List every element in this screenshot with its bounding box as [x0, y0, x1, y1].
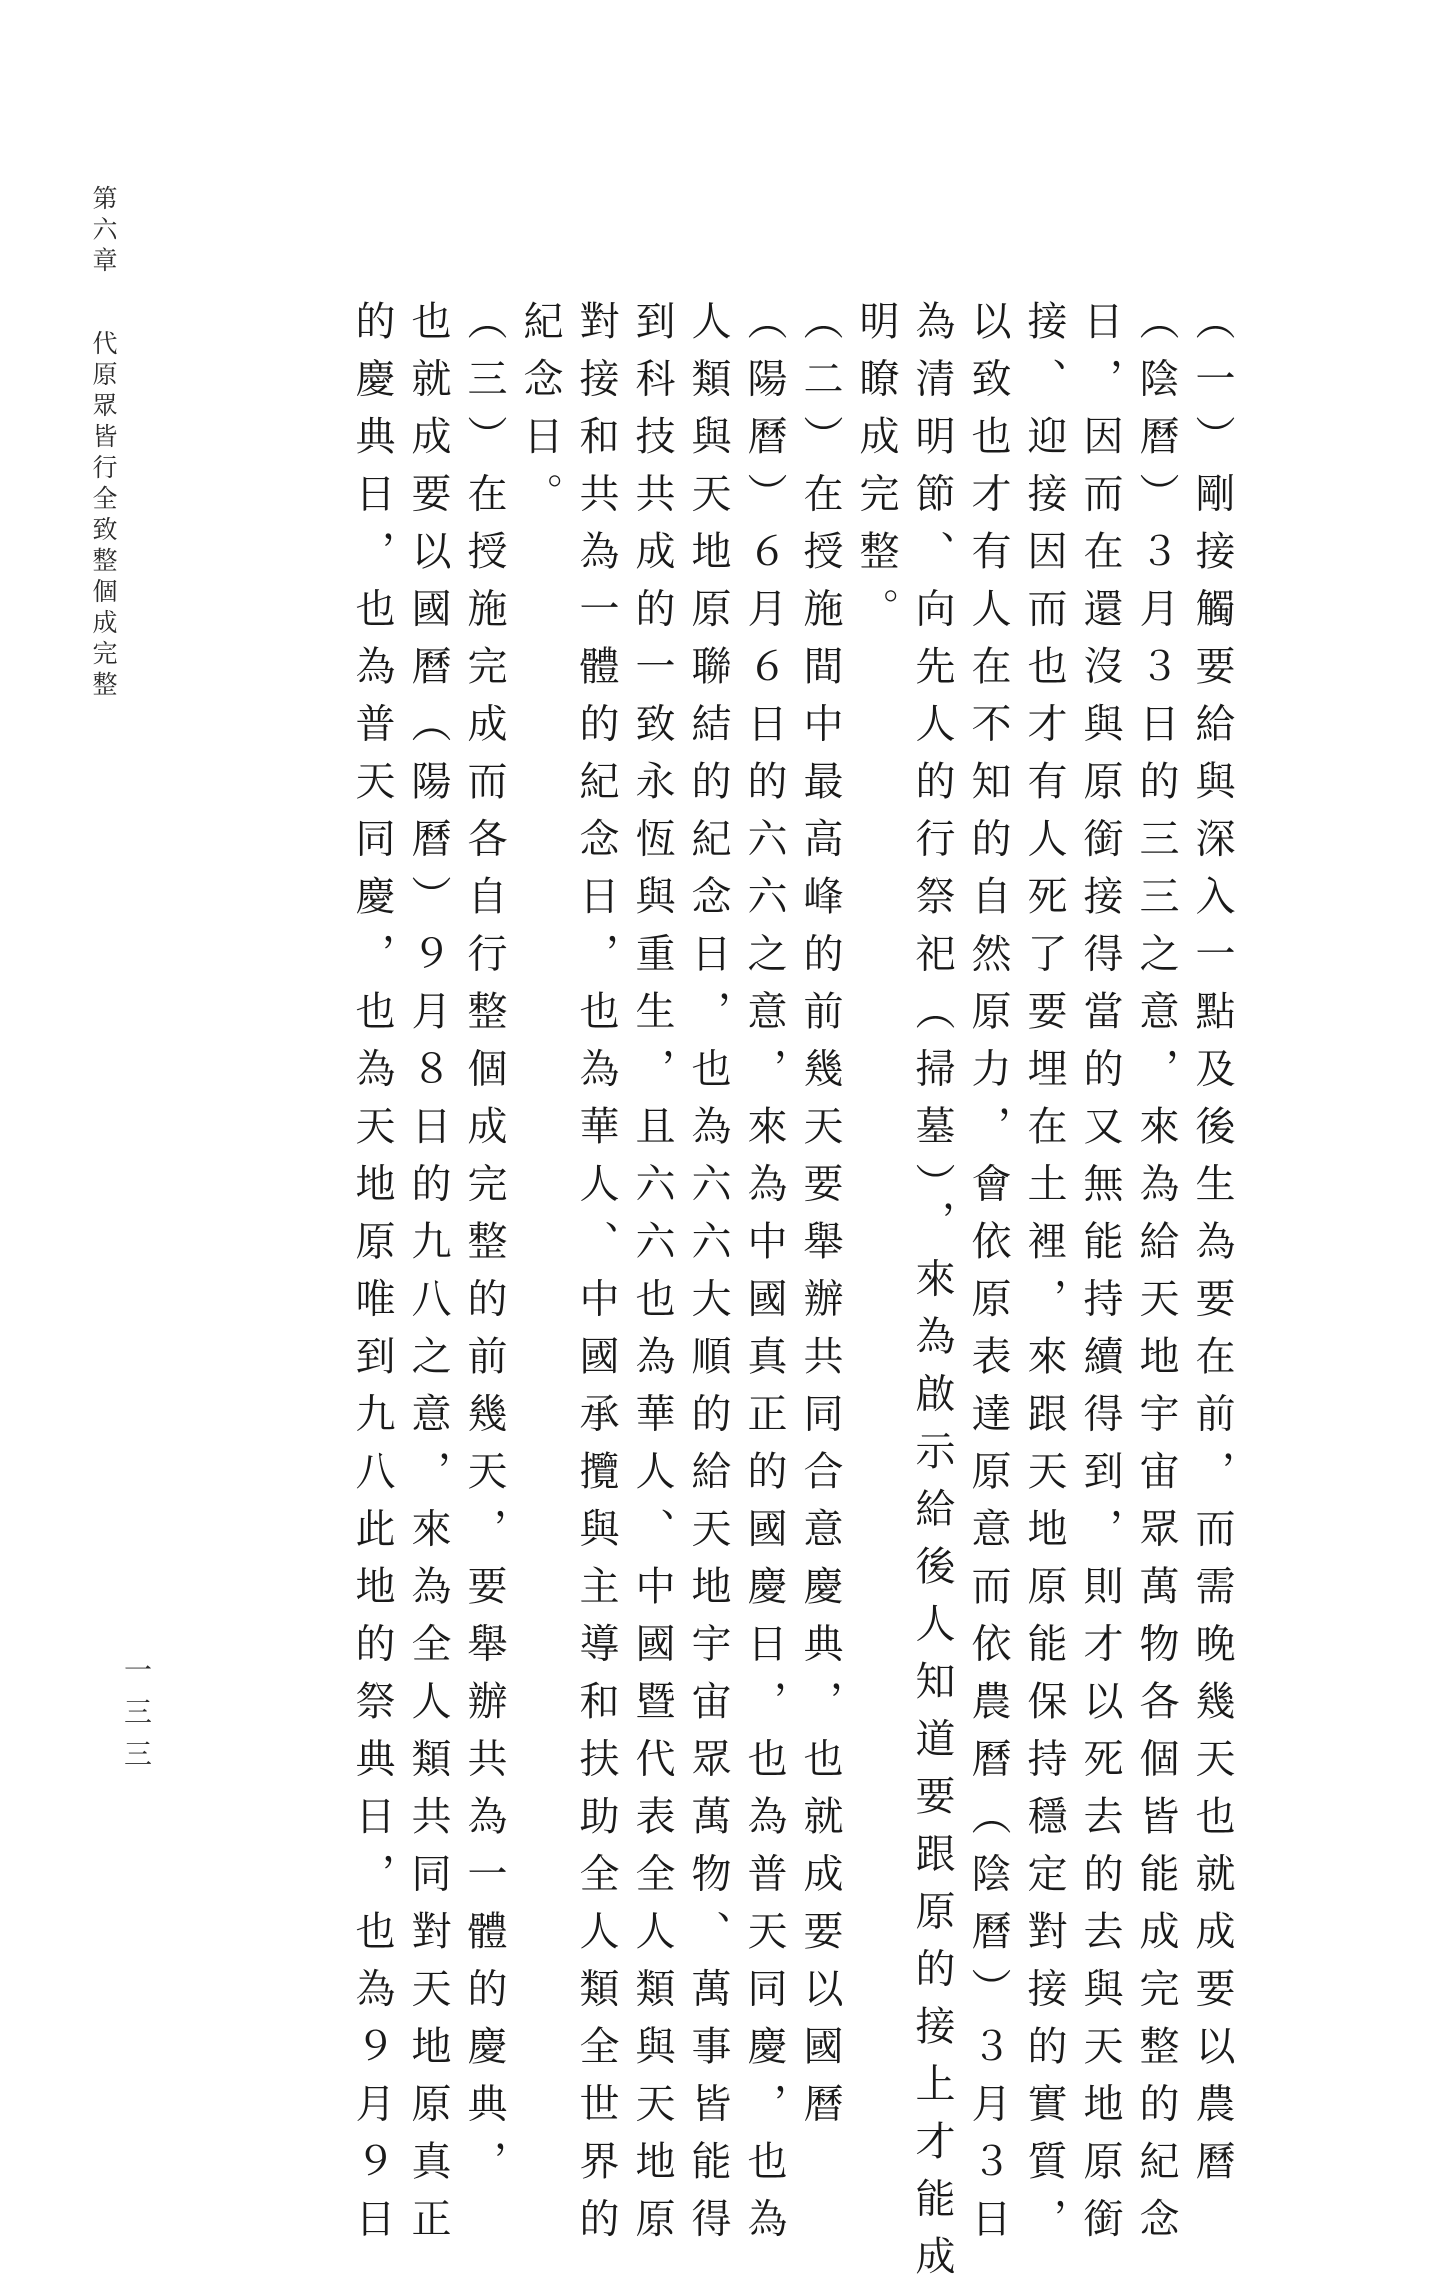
- text-column-13: 紀念日。: [517, 300, 563, 530]
- text-column-1: （一）剛接觸要給與深入一點及後生為要在前，而需晚幾天也就成要以農曆: [1189, 300, 1235, 2198]
- chapter-label: 第六章: [89, 185, 118, 278]
- text-column-9: （陽曆）６月６日的六六之意，來為中國真正的國慶日，也為普天同慶，也為: [741, 300, 787, 2255]
- text-column-10: 人類與天地原聯結的紀念日，也為六六大順的給天地宇宙眾萬物、萬事皆能得: [685, 300, 731, 2255]
- text-column-5: 以致也才有人在不知的自然原力，會依原表達原意而依農曆（陰曆）３月３日: [965, 300, 1011, 2255]
- text-column-8: （二）在授施間中最高峰的前幾天要舉辦共同合意慶典，也就成要以國曆: [797, 300, 843, 2140]
- text-column-15: 也就成要以國曆（陽曆）９月８日的九八之意，來為全人類共同對天地原真正: [405, 300, 451, 2255]
- text-column-2: （陰曆）３月３日的三三之意，來為給天地宇宙眾萬物各個皆能成完整的紀念: [1133, 300, 1179, 2255]
- text-column-7: 明瞭成完整。: [853, 300, 899, 645]
- text-column-16: 的慶典日，也為普天同慶，也為天地原唯到九八此地的祭典日，也為９月９日: [349, 300, 395, 2255]
- text-column-11: 到科技共成的一致永恆與重生，且六六也為華人、中國暨代表全人類與天地原: [629, 300, 675, 2255]
- text-column-14: （三）在授施完成而各自行整個成完整的前幾天，要舉辦共為一體的慶典，: [461, 300, 507, 2198]
- text-column-3: 日，因而在還沒與原銜接得當的又無能持續得到，則才以死去的去與天地原銜: [1077, 300, 1123, 2255]
- page-number: 一三三: [120, 1655, 153, 1781]
- text-column-4: 接、迎接因而也才有人死了要埋在土裡，來跟天地原能保持穩定對接的實質，: [1021, 300, 1067, 2255]
- chapter-title: 代原眾皆行全致整個成完整: [89, 330, 118, 702]
- text-column-12: 對接和共為一體的紀念日，也為華人、中國承攬與主導和扶助全人類全世界的: [573, 300, 619, 2255]
- text-column-6: 為清明節、向先人的行祭祀（掃墓），來為啟示給後人知道要跟原的接上才能成: [909, 300, 955, 2293]
